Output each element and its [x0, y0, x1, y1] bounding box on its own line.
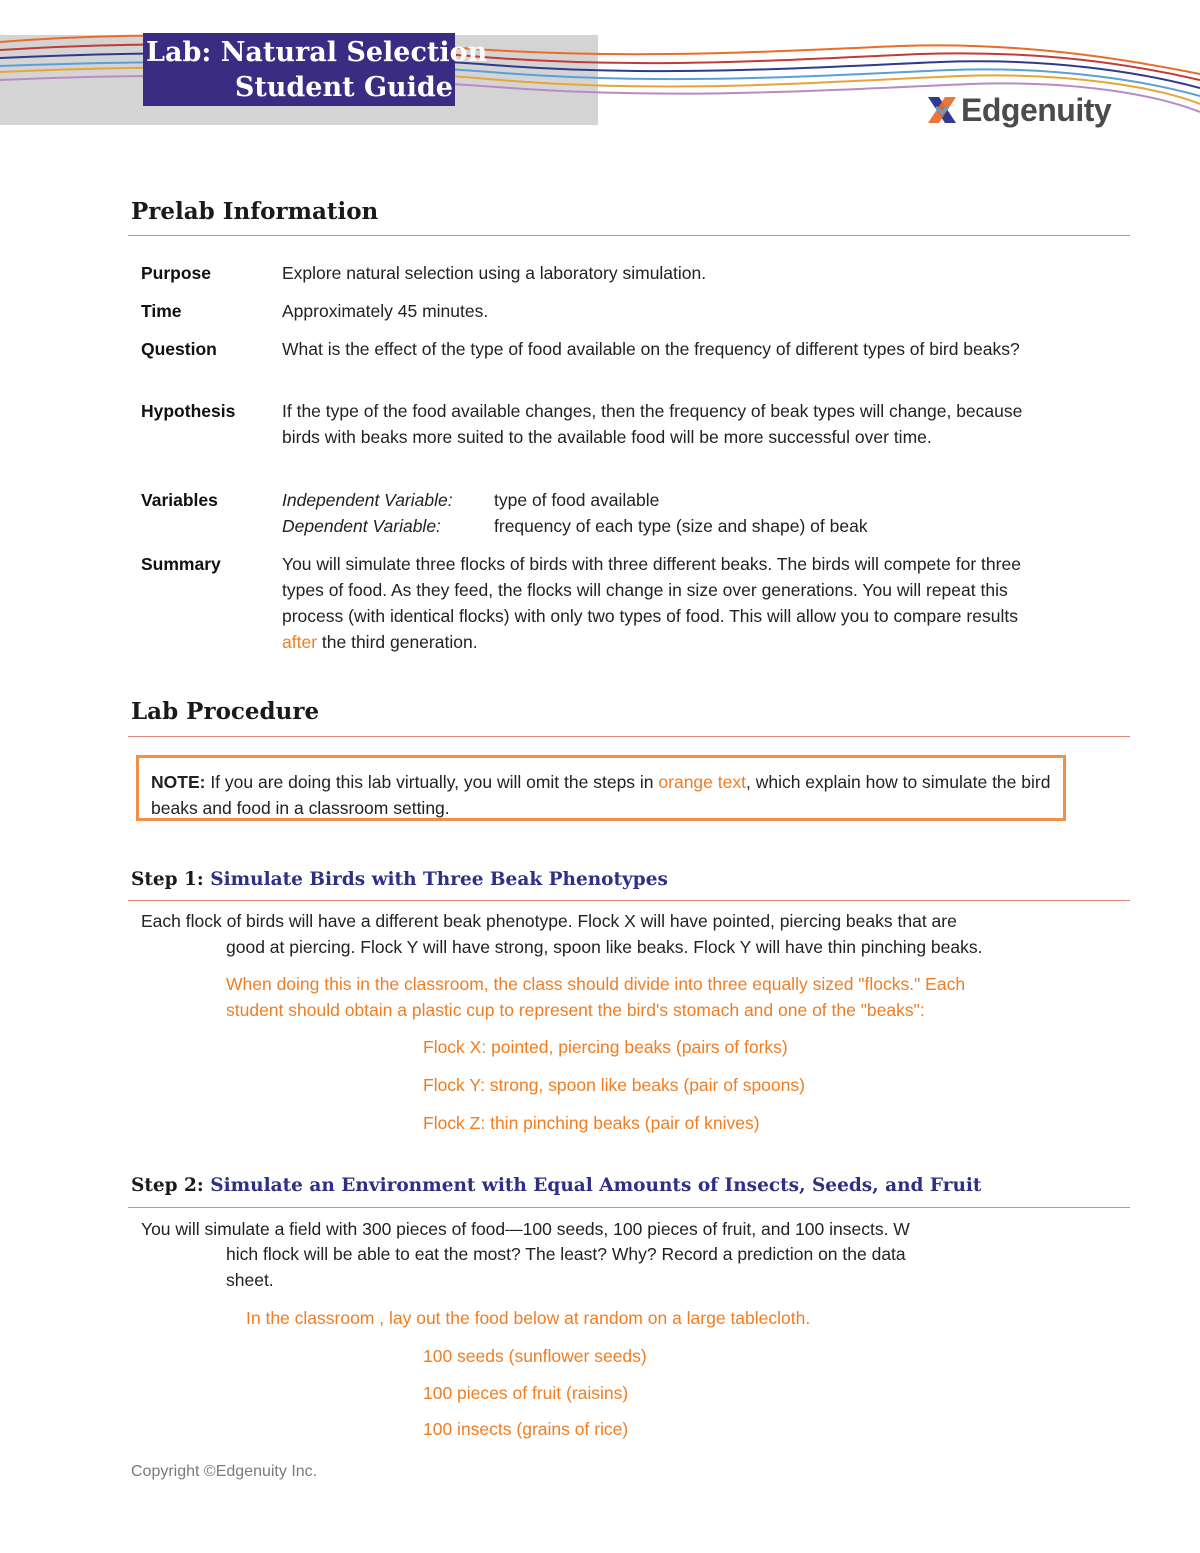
summary-text	[282, 551, 1057, 655]
step2-body-line1: You will simulate a field with 300 pieces of food—100 seeds, 100 pieces of fruit, and 100 insects. W	[141, 1219, 910, 1239]
time-label: Time	[141, 301, 182, 321]
document-title-box	[143, 33, 488, 106]
time-text: Approximately 45 minutes.	[282, 301, 489, 321]
step2-title: Simulate an Environment with Equal Amounts of Insects, Seeds, and Fruit	[210, 1175, 982, 1196]
step2-body-line2: hich flock will be able to eat the most? The least? Why? Record a prediction on the data	[226, 1244, 906, 1264]
procedure-heading: Lab Procedure	[131, 698, 320, 725]
step1-heading	[131, 869, 668, 890]
title-line-2: Student Guide	[234, 72, 453, 103]
step2-orange-line: In the classroom , lay out the food below at random on a large tablecloth.	[246, 1308, 811, 1328]
question-label: Question	[141, 339, 217, 359]
step1-rule	[128, 900, 1130, 901]
note-text-end: , which explain how to simulate the bird beaks and food in a classroom setting.	[151, 772, 1051, 818]
hypothesis-label: Hypothesis	[141, 401, 236, 421]
dependent-variable-label: Dependent Variable:	[282, 516, 441, 536]
note-box	[136, 755, 1066, 821]
fruit-item: 100 pieces of fruit (raisins)	[423, 1383, 629, 1403]
step1-prefix: Step 1:	[131, 869, 211, 890]
insects-item: 100 insects (grains of rice)	[423, 1419, 629, 1439]
note-text: If you are doing this lab virtually, you will omit the steps in	[205, 772, 659, 792]
prelab-heading: Prelab Information	[131, 198, 379, 225]
dependent-variable-value: frequency of each type (size and shape) of beak	[494, 516, 868, 536]
copyright-footer: Copyright ©Edgenuity Inc.	[131, 1463, 318, 1480]
step2-prefix: Step 2:	[131, 1175, 211, 1196]
flock-y-item: Flock Y: strong, spoon like beaks (pair of spoons)	[423, 1075, 805, 1095]
step1-orange-line2: student should obtain a plastic cup to represent the bird's stomach and one of the "beaks":	[226, 1000, 925, 1020]
flock-z-item: Flock Z: thin pinching beaks (pair of knives)	[423, 1113, 760, 1133]
seeds-item: 100 seeds (sunflower seeds)	[423, 1346, 647, 1366]
purpose-label: Purpose	[141, 263, 212, 283]
note-label: NOTE:	[151, 772, 206, 792]
procedure-rule	[128, 736, 1130, 737]
step2-rule	[128, 1207, 1130, 1208]
step1-title: Simulate Birds with Three Beak Phenotypes	[210, 869, 668, 890]
step1-body-line1: Each flock of birds will have a different beak phenotype. Flock X will have pointed, piercing beaks that are	[141, 911, 957, 931]
step2-heading	[131, 1175, 981, 1196]
summary-text-end: the third generation.	[317, 632, 478, 652]
flock-x-item: Flock X: pointed, piercing beaks (pairs of forks)	[423, 1037, 788, 1057]
independent-variable-value: type of food available	[494, 490, 660, 510]
question-text: What is the effect of the type of food available on the frequency of different types of bird beaks?	[282, 339, 1020, 359]
prelab-rule	[128, 235, 1130, 236]
logo-wordmark: Edgenuity	[961, 91, 1112, 128]
variables-label: Variables	[141, 490, 218, 510]
edgenuity-logo	[925, 90, 1111, 130]
summary-label: Summary	[141, 554, 221, 574]
step2-body-line3: sheet.	[226, 1270, 274, 1290]
summary-highlight: after	[282, 632, 318, 652]
purpose-text: Explore natural selection using a laboratory simulation.	[282, 263, 707, 283]
summary-text-part: You will simulate three flocks of birds with three different beaks. The birds will compete for three types of food. As they feed, the flocks will change in size over generations. You will repeat this process (with identical flocks) with only two types of food. This will allow you to compare results	[282, 554, 1021, 626]
x-mark-icon	[925, 93, 959, 127]
hypothesis-text: If the type of the food available changes, then the frequency of beak types will change, because birds with beaks more suited to the available food will be more successful over time.	[282, 401, 1023, 447]
header-banner	[0, 0, 1200, 140]
note-highlight: orange text	[658, 772, 746, 792]
title-line-1: Lab: Natural Selection	[146, 37, 488, 68]
step1-orange-line1: When doing this in the classroom, the class should divide into three equally sized "flocks." Each	[226, 974, 966, 994]
independent-variable-label: Independent Variable:	[282, 490, 453, 510]
step1-body-line2: good at piercing. Flock Y will have strong, spoon like beaks. Flock Y will have thin pinching beaks.	[226, 937, 983, 957]
